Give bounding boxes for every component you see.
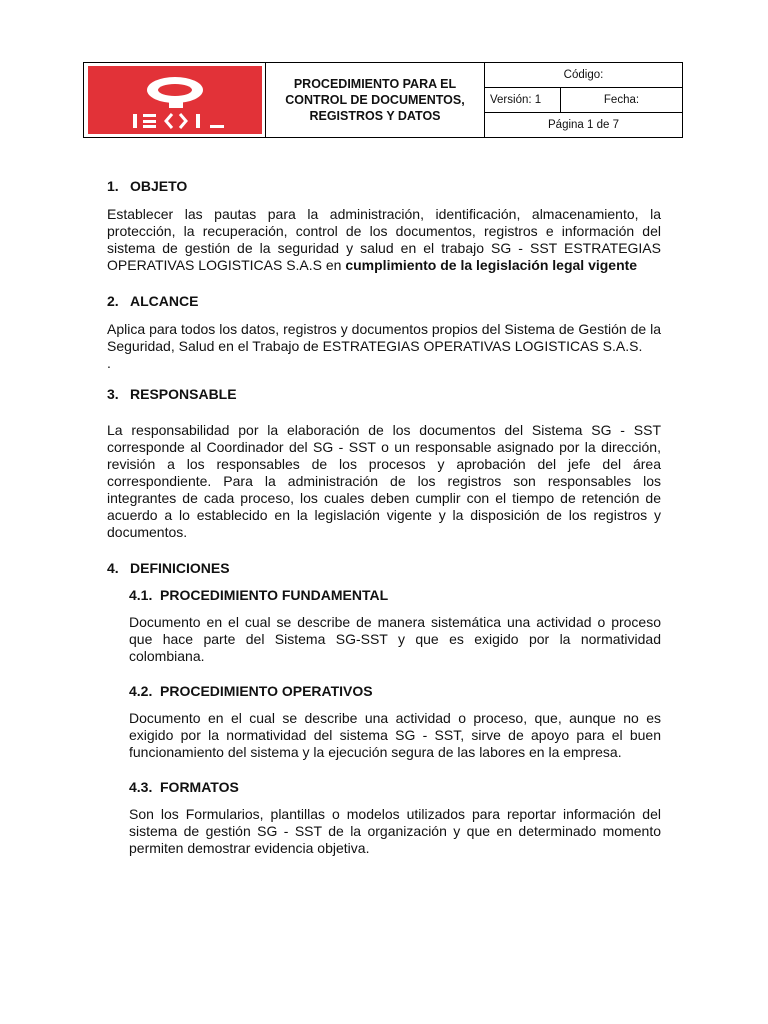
codigo-row <box>485 63 682 87</box>
definition-number: 4.2. <box>129 683 153 699</box>
section-number: 1. <box>107 178 119 194</box>
document-title: PROCEDIMIENTO PARA EL CONTROL DE DOCUMENTOS, REGISTROS Y DATOS <box>285 77 465 123</box>
section-heading-responsable <box>107 386 661 403</box>
logo-cell <box>84 63 266 137</box>
definition-title: PROCEDIMIENTO FUNDAMENTAL <box>160 587 389 603</box>
section-heading-objeto <box>107 178 661 195</box>
section-number: 3. <box>107 386 119 402</box>
section-title: OBJETO <box>130 178 188 194</box>
definition-heading <box>129 587 661 604</box>
document-body <box>107 178 661 857</box>
document-title-cell <box>266 63 485 137</box>
definition-text: Documento en el cual se describe de manera sistemática una actividad o proceso que hace parte del Sistema SG-SST y que es exigido por la normatividad colombiana. <box>129 614 661 664</box>
version-fecha-row <box>485 87 682 112</box>
section-title: ALCANCE <box>130 293 199 309</box>
definition-item <box>129 683 661 761</box>
company-logo <box>88 66 262 134</box>
pagina-row <box>485 112 682 137</box>
logo-graphic <box>88 66 262 134</box>
section-paragraph-alcance: Aplica para todos los datos, registros y documentos propios del Sistema de Gestión de la Seguridad, Salud en el Trabajo de ESTRATEGIAS OPERATIVAS LOGISTICAS S.A.S. <box>107 321 661 354</box>
definition-heading <box>129 683 661 700</box>
fecha-label: Fecha: <box>603 94 640 106</box>
codigo-label: Código: <box>563 69 604 81</box>
section-trailing-dot: . <box>107 355 111 371</box>
section-paragraph-objeto <box>107 206 661 274</box>
definition-text: Son los Formularios, plantillas o modelos utilizados para reportar información del sistema de gestión SG - SST de la organización y que en determinado momento permiten demostrar evidencia objetiva. <box>129 806 661 856</box>
section-heading-alcance <box>107 293 661 310</box>
section-paragraph-responsable: La responsabilidad por la elaboración de los documentos del Sistema SG - SST corresponde al Coordinador del SG - SST o un responsable asignado por la dirección, revisión a los responsables de los procesos y aprobación del jefe del área correspondiente. Para la administración de los registros son responsables los integrantes de cada proceso, los cuales deben cumplir con el tiempo de retención de acuerdo a lo establecido en la legislación vigente y la disposición de los registros y documentos. <box>107 422 661 540</box>
definition-title: PROCEDIMIENTO OPERATIVOS <box>160 683 373 699</box>
definition-number: 4.1. <box>129 587 153 603</box>
section-number: 2. <box>107 293 119 309</box>
definition-item <box>129 587 661 665</box>
definition-item <box>129 779 661 857</box>
paragraph-text: Establecer las pautas para la administración, identificación, almacenamiento, la protección, la recuperación, control de los documentos, registros e información del sistema de gestión de la seguridad y salud en el trabajo SG - SST ESTRATEGIAS OPERATIVAS LOGISTICAS S.A.S en <box>107 206 661 273</box>
definition-heading <box>129 779 661 796</box>
document-meta <box>485 63 682 137</box>
definition-text: Documento en el cual se describe una actividad o proceso, que, aunque no es exigido por la normatividad del sistema SG - SST, sirve de apoyo para el buen funcionamiento del sistema y la ejecución segura de las labores en la empresa. <box>129 710 661 760</box>
section-heading-definiciones <box>107 560 661 577</box>
version-label: Versión: 1 <box>485 88 561 112</box>
document-header <box>83 62 683 138</box>
section-title: RESPONSABLE <box>130 386 237 402</box>
definition-number: 4.3. <box>129 779 153 795</box>
section-title: DEFINICIONES <box>130 560 230 576</box>
definition-title: FORMATOS <box>160 779 239 795</box>
pagina-label: Página 1 de 7 <box>548 119 619 131</box>
paragraph-bold-text: cumplimiento de la legislación legal vigente <box>345 257 638 273</box>
section-number: 4. <box>107 560 119 576</box>
